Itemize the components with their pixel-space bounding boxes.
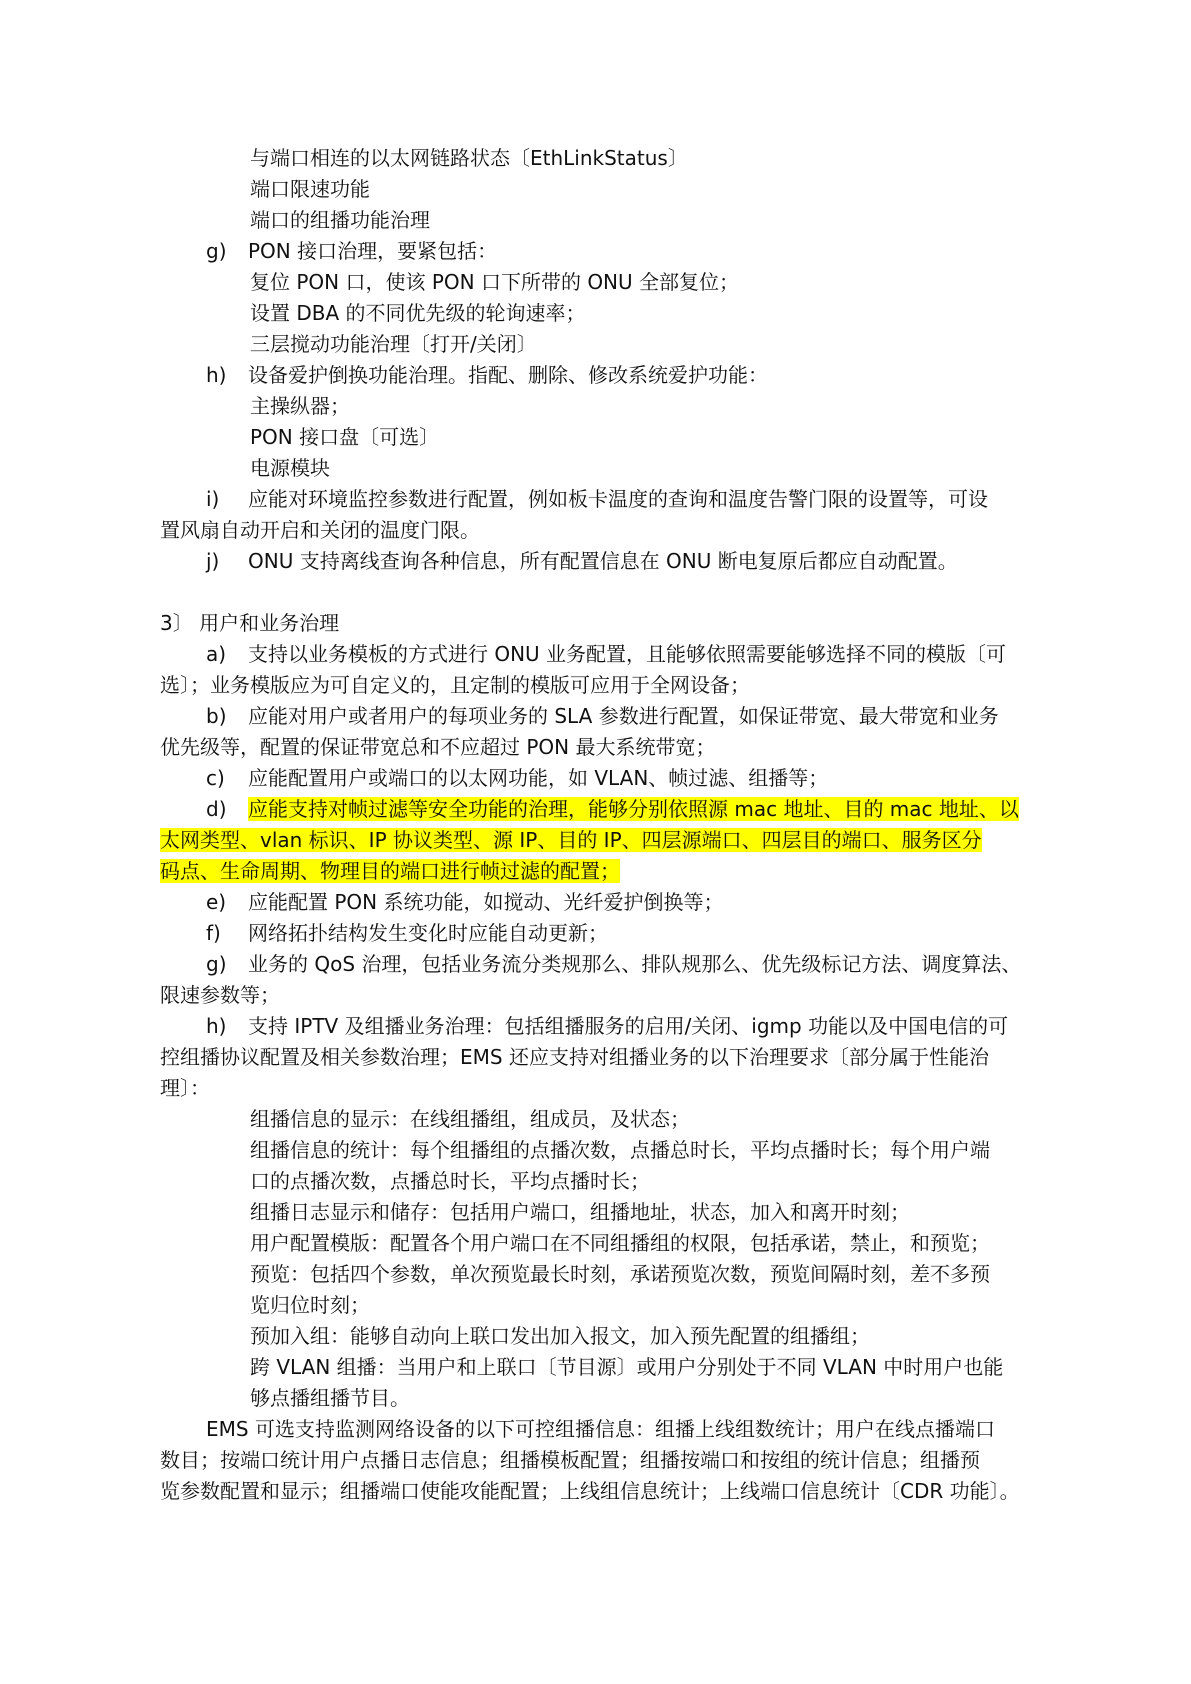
item-text: 网络拓扑结构发生变化时应能自动更新； [248,921,608,945]
highlighted-text: 码点、生命周期、物理目的端口进行帧过滤的配置； [160,859,620,883]
list-item-j [206,546,958,576]
ems-paragraph-line-2: 数目；按端口统计用户点播日志信息；组播模板配置；组播按端口和按组的统计信息；组播预 [160,1448,980,1472]
item-marker: e) [206,890,227,914]
list-item-g2 [206,949,1021,979]
highlighted-text: 太网类型、vlan 标识、IP 协议类型、源 IP、目的 IP、四层源端口、四层目的端口、服务区分 [160,828,982,852]
multicast-line-4: 组播日志显示和储存：包括用户端口，组播地址，状态，加入和离开时刻； [250,1200,910,1224]
list-item-e [206,887,723,917]
list-item-a [206,639,1006,669]
item-text: 支持 IPTV 及组播业务治理：包括组播服务的启用/关闭、igmp 功能以及中国电信的可 [248,1014,1009,1038]
port-item-1: 与端口相连的以太网链路状态〔EthLinkStatus〕 [250,146,688,170]
item-marker: g) [206,952,227,976]
list-item-f [206,918,608,948]
item-text: ONU 支持离线查询各种信息，所有配置信息在 ONU 断电复原后都应自动配置。 [248,549,958,573]
list-item-d [206,794,1019,824]
multicast-line-1: 组播信息的显示：在线组播组，组成员，及状态； [250,1107,690,1131]
item-text: 应能配置用户或端口的以太网功能，如 VLAN、帧过滤、组播等； [248,766,829,790]
list-item-a-cont: 选〕；业务模版应为可自定义的，且定制的模版可应用于全网设备； [160,673,750,697]
multicast-line-6: 预览：包括四个参数，单次预览最长时刻，承诺预览次数，预览间隔时刻，差不多预 [250,1262,990,1286]
multicast-line-7: 览归位时刻； [250,1293,370,1317]
list-item-h2-cont-2: 理〕： [160,1076,210,1100]
multicast-line-3: 口的点播次数，点播总时长，平均点播时长； [250,1169,650,1193]
list-item-d-cont-2 [160,856,620,886]
item-text: 业务的 QoS 治理，包括业务流分类规那么、排队规那么、优先级标记方法、调度算法、 [248,952,1022,976]
item-marker: c) [206,766,225,790]
list-item-h2-cont-1: 控组播协议配置及相关参数治理；EMS 还应支持对组播业务的以下治理要求〔部分属于性能治 [160,1045,989,1069]
list-item-c [206,763,828,793]
ems-paragraph-line-1: EMS 可选支持监测网络设备的以下可控组播信息：组播上线组数统计；用户在线点播端口 [206,1417,995,1441]
highlighted-text: 应能支持对帧过滤等安全功能的治理，能够分别依照源 mac 地址、目的 mac 地址、以 [248,797,1019,821]
item-text: 应能对环境监控参数进行配置，例如板卡温度的查询和温度告警门限的设置等，可设 [248,487,988,511]
list-item-i-cont: 置风扇自动开启和关闭的温度门限。 [160,518,480,542]
pon-sub-3: 三层搅动功能治理〔打开/关闭〕 [250,332,537,356]
item-marker: f) [206,921,221,945]
protect-sub-1: 主操纵器； [250,394,350,418]
item-marker: j) [206,549,220,573]
item-text: 应能对用户或者用户的每项业务的 SLA 参数进行配置，如保证带宽、最大带宽和业务 [248,704,999,728]
multicast-line-5: 用户配置模版：配置各个用户端口在不同组播组的权限，包括承诺，禁止，和预览； [250,1231,990,1255]
pon-sub-1: 复位 PON 口，使该 PON 口下所带的 ONU 全部复位； [250,270,740,294]
list-item-g2-cont: 限速参数等； [160,983,280,1007]
item-marker: d) [206,797,227,821]
multicast-line-2: 组播信息的统计：每个组播组的点播次数，点播总时长，平均点播时长；每个用户端 [250,1138,990,1162]
list-item-g [206,236,497,266]
multicast-line-9: 跨 VLAN 组播：当用户和上联口〔节目源〕或用户分别处于不同 VLAN 中时用户也能 [250,1355,1004,1379]
item-marker: a) [206,642,227,666]
item-marker: h) [206,1014,227,1038]
list-item-i [206,484,988,514]
list-item-h [206,360,768,390]
item-text: PON 接口治理，要紧包括： [248,239,498,263]
item-marker: g) [206,239,227,263]
pon-sub-2: 设置 DBA 的不同优先级的轮询速率； [250,301,586,325]
multicast-line-10: 够点播组播节目。 [250,1386,410,1410]
port-item-3: 端口的组播功能治理 [250,208,430,232]
list-item-d-cont-1 [160,825,982,855]
item-marker: h) [206,363,227,387]
item-marker: i) [206,487,220,511]
ems-paragraph-line-3: 览参数配置和显示；组播端口使能攻能配置；上线组信息统计；上线端口信息统计〔CDR 功能〕。 [160,1479,1020,1503]
port-item-2: 端口限速功能 [250,177,370,201]
multicast-line-8: 预加入组：能够自动向上联口发出加入报文，加入预先配置的组播组； [250,1324,870,1348]
item-text: 设备爱护倒换功能治理。指配、删除、修改系统爱护功能： [248,363,768,387]
list-item-b-cont: 优先级等，配置的保证带宽总和不应超过 PON 最大系统带宽； [160,735,716,759]
item-text: 应能配置 PON 系统功能，如搅动、光纤爱护倒换等； [248,890,724,914]
protect-sub-2: PON 接口盘〔可选〕 [250,425,440,449]
item-marker: b) [206,704,227,728]
list-item-b [206,701,999,731]
section-heading: 3〕 用户和业务治理 [160,611,340,635]
protect-sub-3: 电源模块 [250,456,330,480]
item-text: 支持以业务模板的方式进行 ONU 业务配置，且能够依照需要能够选择不同的模版〔可 [248,642,1007,666]
list-item-h2 [206,1011,1008,1041]
